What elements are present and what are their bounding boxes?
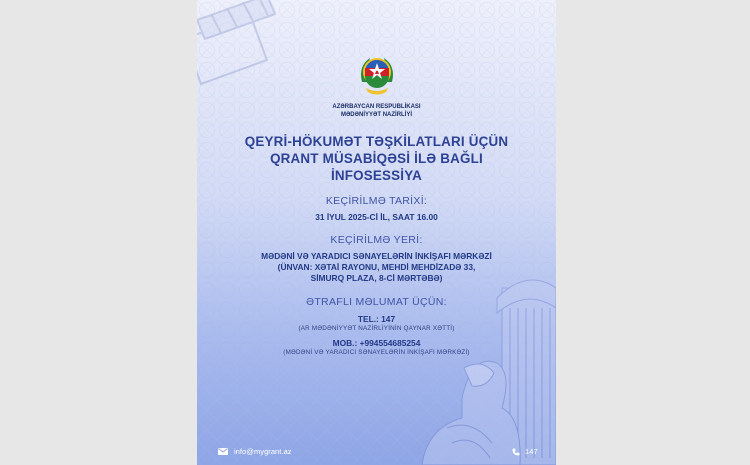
tel-number: TEL.: 147 <box>357 314 396 324</box>
mob-note: (MƏDƏNİ VƏ YARADICI SƏNAYELƏRİN İNKİŞAFI MƏRKƏZİ) <box>283 349 470 356</box>
tel-note: (AR MƏDƏNİYYƏT NAZİRLİYİNİN QAYNAR XƏTTİ) <box>298 325 455 332</box>
title-line-2: QRANT MÜSABİQƏSİ İLƏ BAĞLI <box>270 151 483 166</box>
email-icon <box>218 448 228 455</box>
title-line-1: QEYRİ-HÖKUMƏT TƏŞKİLATLARI ÜÇÜN <box>244 134 509 149</box>
date-label: KEÇİRİLMƏ TARİXİ: <box>325 195 428 207</box>
state-emblem-icon <box>356 52 398 98</box>
phone-text: 147 <box>525 447 538 456</box>
phone-icon <box>512 448 520 456</box>
info-label: ƏTRAFLI MƏLUMAT ÜÇÜN: <box>306 296 447 308</box>
venue-line-1: MƏDƏNİ VƏ YARADICI SƏNAYELƏRİN İNKİŞAFI MƏRKƏZİ <box>261 251 492 261</box>
venue-label: KEÇİRİLMƏ YERİ: <box>330 234 423 246</box>
ministry-line-2: MƏDƏNİYYƏT NAZİRLİYİ <box>340 112 413 118</box>
email-text: info@mygrant.az <box>234 447 292 456</box>
venue-line-2: (ÜNVAN: XƏTAİ RAYONU, MEHDİ MEHDİZADƏ 33, <box>277 262 476 272</box>
footer-email[interactable] <box>218 447 292 456</box>
ministry-line-1: AZƏRBAYCAN RESPUBLİKASI <box>332 104 421 110</box>
mob-number: MOB.: +994554685254 <box>332 338 421 348</box>
clapperboard-illustration <box>197 0 307 85</box>
date-value: 31 İYUL 2025-Cİ İL, SAAT 16.00 <box>315 212 438 222</box>
poster <box>197 0 556 465</box>
footer-phone[interactable] <box>512 447 538 456</box>
title-line-3: İNFOSESSİYA <box>330 168 422 183</box>
page-title <box>197 133 556 184</box>
venue-line-3: SİMURQ PLAZA, 8-Cİ MƏRTƏBƏ) <box>310 273 443 283</box>
ministry-name <box>197 103 556 119</box>
